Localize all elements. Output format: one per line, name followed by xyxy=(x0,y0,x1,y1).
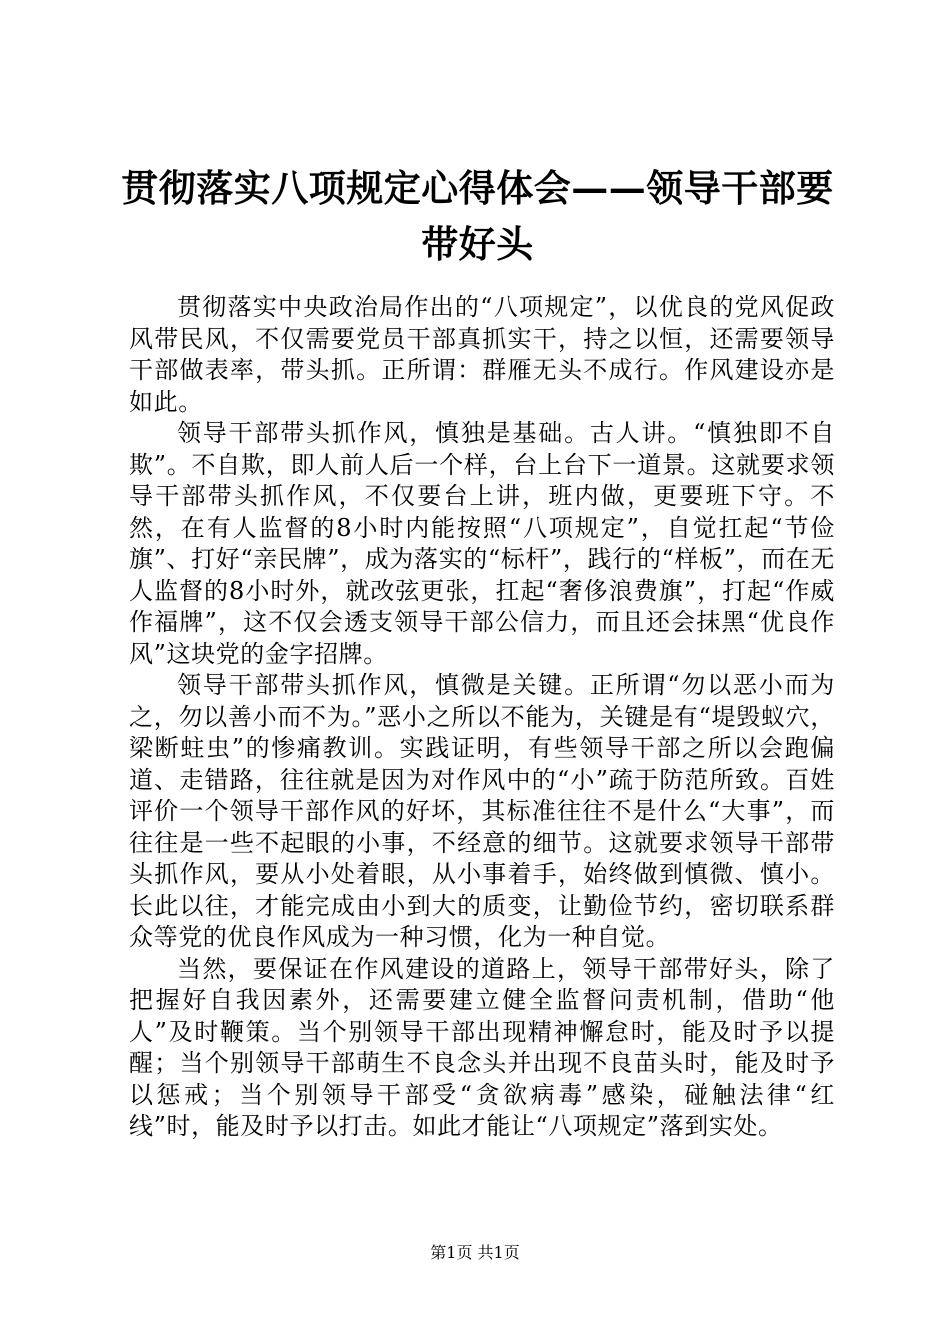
page-footer: 第1页 共1页 xyxy=(430,1243,520,1262)
paragraph: 当然，要保证在作风建设的道路上，领导干部带好头，除了把握好自我因素外，还需要建立健全监督问责机制，借助“他人”及时鞭策。当个别领导干部出现精神懈怠时，能及时予以提醒；当个别领导干部萌生不良念头并出现不良苗头时，能及时予以惩戒；当个别领导干部受“贪欲病毒”感染，碰触法律“红线”时，能及时予以打击。如此才能让“八项规定”落到实处。 xyxy=(129,954,835,1140)
paragraph: 领导干部带头抓作风，慎微是关键。正所谓“勿以恶小而为之，勿以善小而不为。”恶小之所以不能为，关键是有“堤毁蚁穴，梁断蛀虫”的惨痛教训。实践证明，有些领导干部之所以会跑偏道、走错路，往往就是因为对作风中的“小”疏于防范所致。百姓评价一个领导干部作风的好坏，其标准往往不是什么“大事”，而往往是一些不起眼的小事，不经意的细节。这就要求领导干部带头抓作风，要从小处着眼，从小事着手，始终做到慎微、慎小。长此以往，才能完成由小到大的质变，让勤俭节约，密切联系群众等党的优良作风成为一种习惯，化为一种自觉。 xyxy=(129,671,835,951)
paragraph: 领导干部带头抓作风，慎独是基础。古人讲。“慎独即不自欺”。不自欺，即人前人后一个样，台上台下一道景。这就要求领导干部带头抓作风，不仅要台上讲，班内做，更要班下守。不然，在有人监督的8小时内能按照“八项规定”，自觉扛起“节俭旗”、打好“亲民牌”，成为落实的“标杆”，践行的“样板”，而在无人监督的8小时外，就改弦更张，扛起“奢侈浪费旗”，打起“作威作福牌”，这不仅会透支领导干部公信力，而且还会抹黑“优良作风”这块党的金字招牌。 xyxy=(129,419,835,668)
document-body xyxy=(129,292,835,1143)
document-title: 贯彻落实八项规定心得体会——领导干部要带好头 xyxy=(121,166,834,266)
paragraph: 贯彻落实中央政治局作出的“八项规定”，以优良的党风促政风带民风，不仅需要党员干部真抓实干，持之以恒，还需要领导干部做表率，带头抓。正所谓：群雁无头不成行。作风建设亦是如此。 xyxy=(129,293,835,416)
